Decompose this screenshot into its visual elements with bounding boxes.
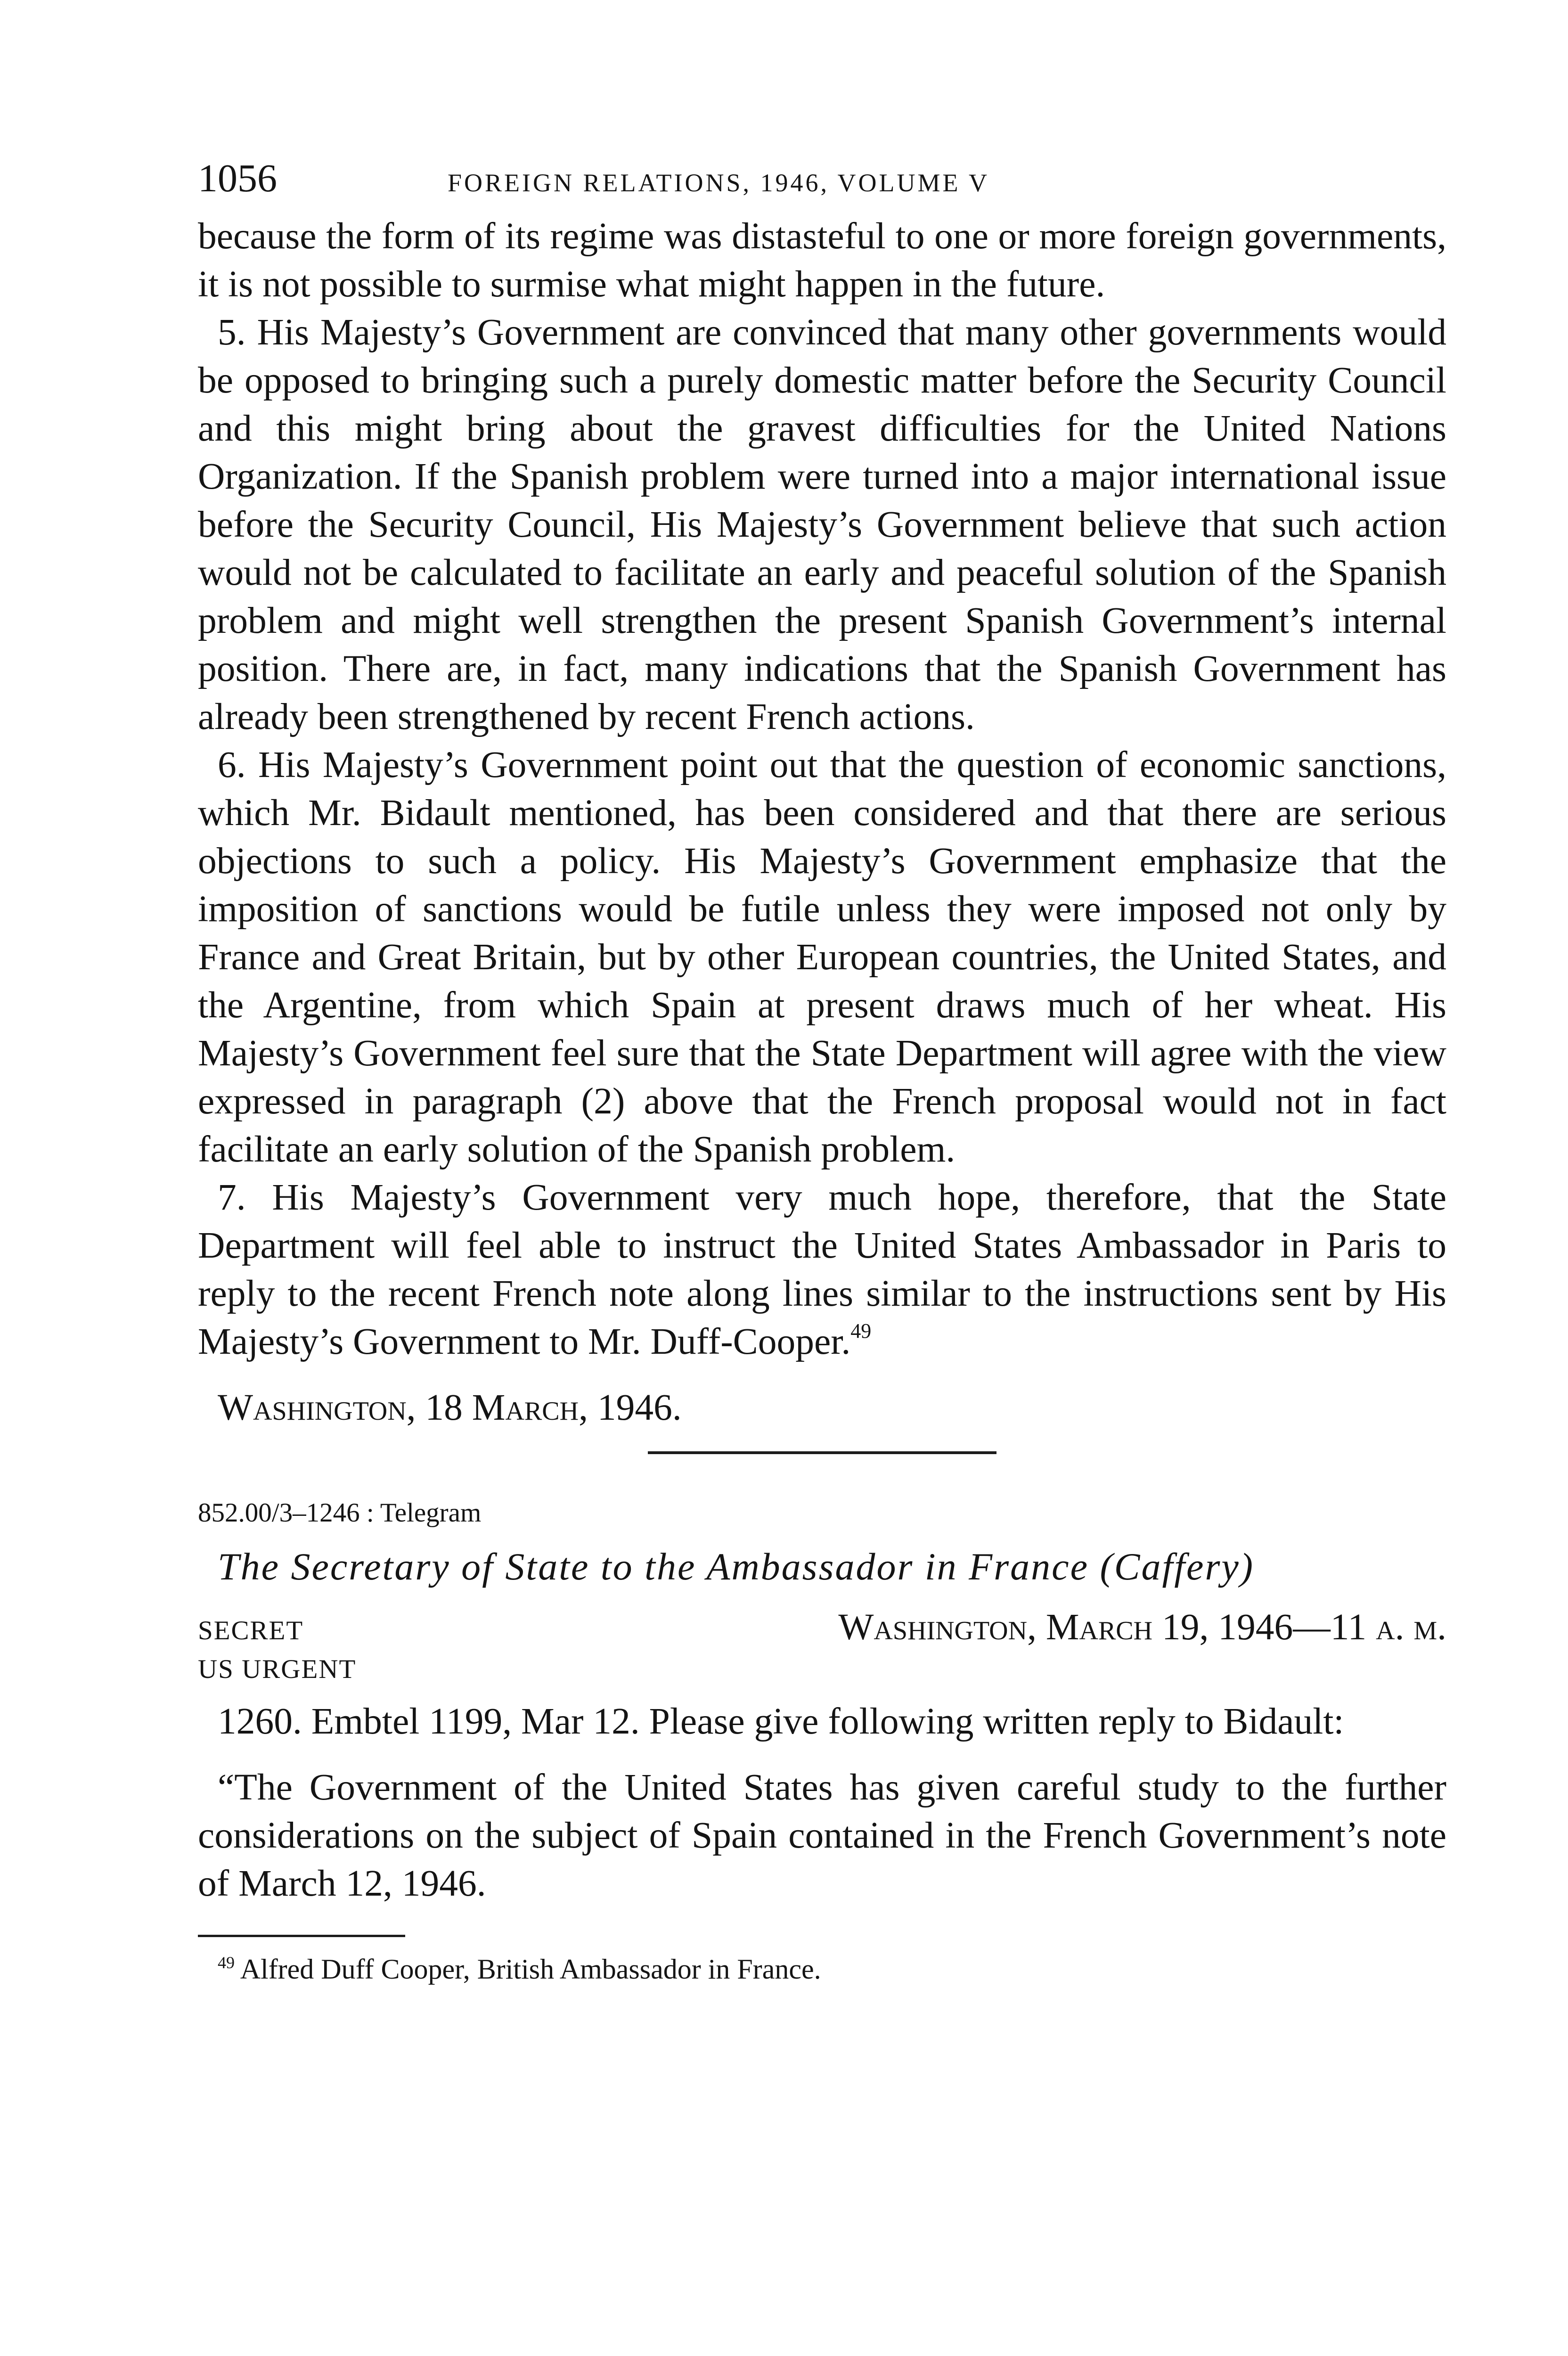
running-head [198,155,1446,212]
paragraph-5: 5. His Majesty’s Government are convinced that many other governments would be opposed to bringing such a purely domestic matter before the Security Council and this might bring about the gravest difficulties for the United Nations Organization. If the Spanish problem were turned into a major international issue before the Security Council, His Majesty’s Government believe that such action would not be calculated to facilitate an early and peaceful solution of the Spanish problem and might well strengthen the present Spanish Government’s internal position. There are, in fact, many indications that the Spanish Government has already been strengthened by recent French actions. [198,311,1446,737]
paragraph-6: 6. His Majesty’s Government point out that the question of economic sanctions, which Mr. Bidault mentioned, has been considered and that there are serious objections to such a policy. His Majesty’s Government emphasize that the imposition of sanctions would be futile unless they were imposed not only by France and Great Britain, but by other European countries, the United States, and the Argentine, from which Spain at present draws much of her wheat. His Majesty’s Government feel sure that the State Department will agree with the view expressed in paragraph (2) above that the French proposal would not in fact facilitate an early solution of the Spanish problem. [198,744,1446,1170]
telegram-dateline: Washington, March 19, 1946—11 a. m. [838,1606,1446,1648]
telegram-title: The Secretary of State to the Ambassador in France (Caffery) [218,1545,1255,1588]
classification-urgent: US URGENT [198,1654,357,1684]
footnote-rule [198,1935,405,1937]
running-title: FOREIGN RELATIONS, 1946, VOLUME V [448,169,990,197]
paragraph-continued: because the form of its regime was distasteful to one or more foreign governments, it is not possible to surmise what might happen in the future. [198,215,1446,305]
classification-secret: SECRET [198,1616,304,1645]
page-content [198,155,1446,1987]
telegram-paragraph-2: “The Government of the United States has given careful study to the further considerations on the subject of Spain contained in the French Government’s note of March 12, 1946. [198,1767,1446,1904]
paragraph-7 [198,1173,1446,1366]
page-number: 1056 [198,156,277,200]
footnote [218,1951,1446,1987]
footnote-number: 49 [218,1953,235,1972]
footnote-reference: 49 [850,1319,872,1342]
telegram-paragraph-1: 1260. Embtel 1199, Mar 12. Please give following written reply to Bidault: [218,1701,1344,1742]
footnote-text: Alfred Duff Cooper, British Ambassador in France. [240,1954,821,1985]
classification-row [198,1606,1446,1654]
telegram-file-reference: 852.00/3–1246 : Telegram [198,1498,482,1528]
memorandum-signoff: Washington, 18 March, 1946. [218,1387,682,1428]
section-divider [648,1451,996,1454]
paragraph-7-text: 7. His Majesty’s Government very much hope, therefore, that the State Department will feel able to instruct the United States Ambassador in Paris to reply to the recent French note along lines similar to the instructions sent by His Majesty’s Government to Mr. Duff-Cooper. [198,1177,1446,1362]
